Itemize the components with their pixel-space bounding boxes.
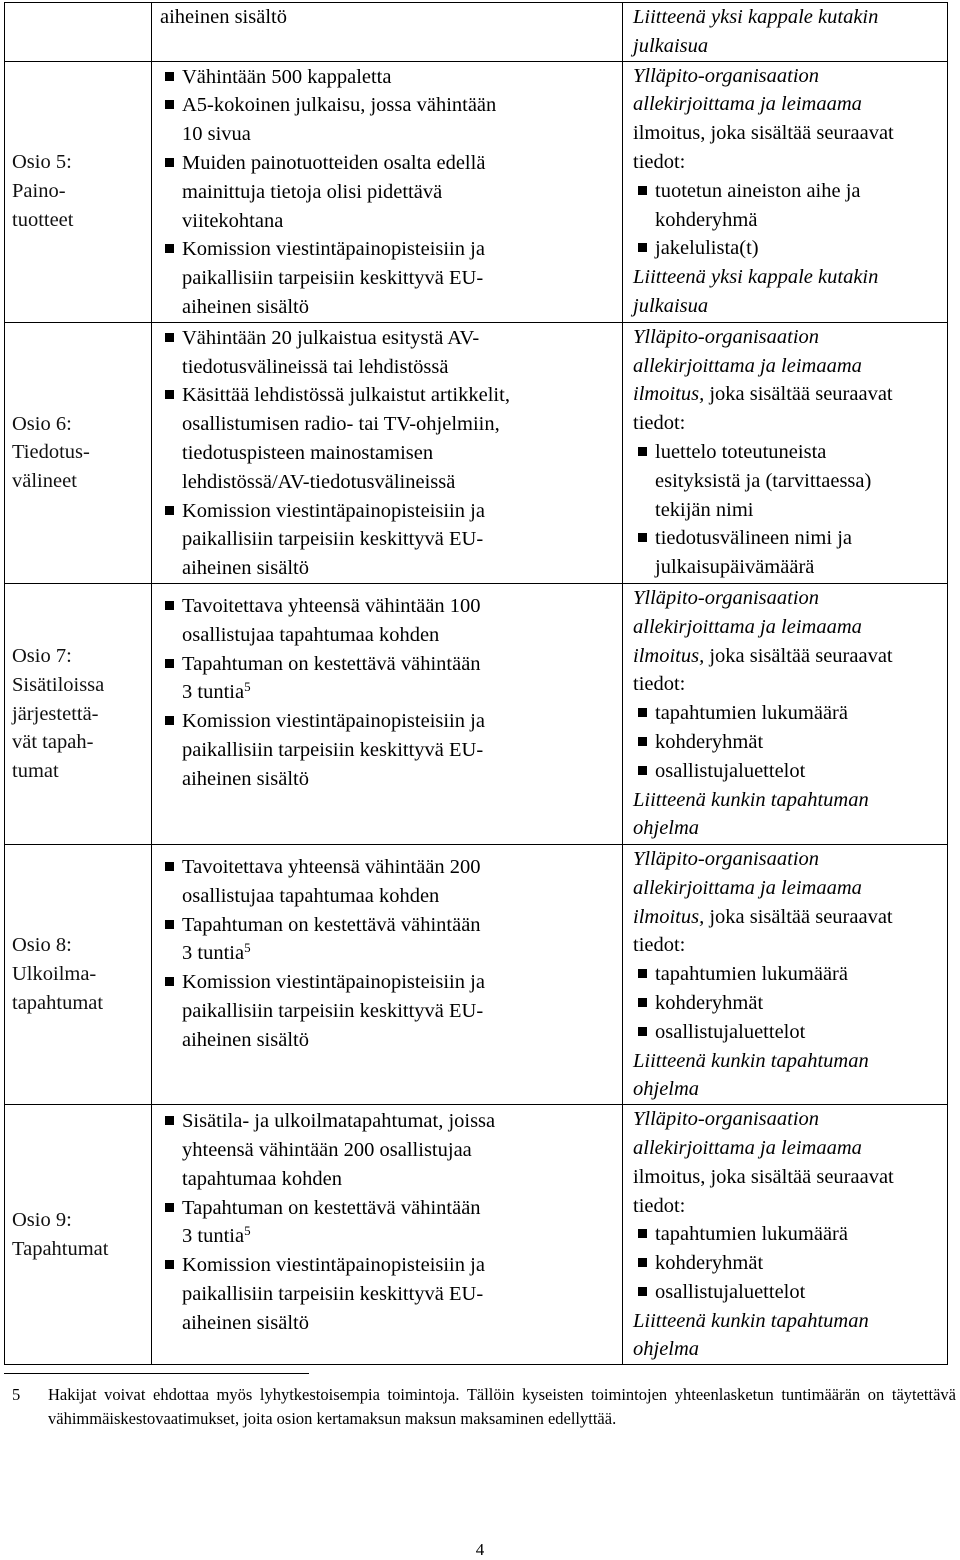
- bullet-item-line: tapahtumaa kohden: [182, 1167, 342, 1190]
- bullet-item-line: kohderyhmät: [655, 730, 764, 753]
- bullet-item: [633, 960, 943, 989]
- documents-line: [633, 380, 943, 409]
- section-label-line: tapahtumat: [12, 991, 104, 1014]
- bullet-item-line: julkaisupäivämäärä: [655, 556, 815, 579]
- criteria-cell: [152, 3, 623, 62]
- documents-italic-text: ohjelma: [633, 1338, 700, 1361]
- bullet-item-line: Tapahtuman on kestettävä vähintään: [182, 652, 481, 675]
- bullet-item-line: Vähintään 500 kappaletta: [182, 65, 392, 88]
- documents-italic-text: ilmoitus,: [633, 383, 705, 406]
- bullet-item-line: Komission viestintäpainopisteisiin ja: [182, 971, 485, 994]
- footnote-ref: 5: [244, 679, 251, 695]
- bullet-item: [633, 699, 943, 728]
- documents-italic-text: allekirjoittama ja leimaama: [633, 876, 862, 899]
- section-label-line: vät tapah-: [12, 731, 94, 754]
- cell-content: [633, 62, 943, 321]
- bullet-item-line: Komission viestintäpainopisteisiin ja: [182, 1254, 485, 1277]
- documents-text: tiedot:: [633, 673, 686, 696]
- bullet-item-line: aiheinen sisältö: [182, 1028, 309, 1051]
- documents-line: [633, 903, 943, 932]
- bullet-item-line: aiheinen sisältö: [182, 767, 309, 790]
- bullet-item-line: Tavoitettava yhteensä vähintään 200: [182, 855, 481, 878]
- bullet-item-line: Käsittää lehdistössä julkaistut artikkelit,: [182, 384, 510, 407]
- documents-italic-text: Liitteenä yksi kappale kutakin: [633, 266, 879, 289]
- documents-italic-text: Ylläpito-organisaation: [633, 1108, 820, 1131]
- section-label-line: Osio 7:: [12, 644, 72, 667]
- documents-cell: [623, 583, 948, 844]
- bullet-item: [633, 728, 943, 757]
- bullet-item-line: luettelo toteutuneista: [655, 440, 827, 463]
- bullet-item-line: paikallisiin tarpeisiin keskittyvä EU-: [182, 528, 484, 551]
- bullet-item-line: tapahtumien lukumäärä: [655, 1223, 848, 1246]
- bullet-item: [160, 324, 616, 382]
- documents-cell: [623, 322, 948, 583]
- cell-content: [633, 584, 943, 843]
- documents-italic-text: julkaisua: [633, 294, 709, 317]
- criteria-cell: [152, 61, 623, 322]
- bullet-item: [633, 177, 943, 235]
- criteria-cell: [152, 844, 623, 1104]
- bullet-item-line: viitekohtana: [182, 209, 284, 232]
- table-row: [5, 1105, 948, 1365]
- documents-text: joka sisältää seuraavat: [704, 905, 893, 928]
- documents-text: julkaisua: [633, 34, 709, 57]
- section-label-line: järjestettä-: [12, 702, 99, 725]
- documents-italic-text: Liitteenä kunkin tapahtuman: [633, 1309, 869, 1332]
- bullet-item-line: kohderyhmät: [655, 991, 764, 1014]
- cell-content: [160, 584, 616, 794]
- documents-italic-text: Ylläpito-organisaation: [633, 325, 820, 348]
- documents-italic-text: Liitteenä kunkin tapahtuman: [633, 788, 869, 811]
- documents-italic-text: allekirjoittama ja leimaama: [633, 93, 862, 116]
- criteria-cell: [152, 1105, 623, 1365]
- bullet-item: [160, 63, 616, 92]
- bullet-item-line: A5-kokoinen julkaisu, jossa vähintään: [182, 94, 497, 117]
- table-row: [5, 322, 948, 583]
- bullet-item-line: paikallisiin tarpeisiin keskittyvä EU-: [182, 738, 484, 761]
- bullet-item-line: Vähintään 20 julkaistua esitystä AV-: [182, 326, 480, 349]
- section-label-cell: [5, 61, 152, 322]
- bullet-item-line: jakelulista(t): [655, 237, 759, 260]
- bullet-item: [633, 1220, 943, 1249]
- documents-cell: [623, 844, 948, 1104]
- bullet-item: [633, 757, 943, 786]
- bullet-item: [160, 853, 616, 911]
- section-label-line: Osio 6:: [12, 412, 72, 435]
- cell-content: [160, 62, 616, 322]
- section-label-cell: [5, 1105, 152, 1365]
- bullet-item-line: aiheinen sisältö: [182, 557, 309, 580]
- documents-line: [633, 642, 943, 671]
- bullet-item: [160, 592, 616, 650]
- bullet-item: [633, 989, 943, 1018]
- documents-italic-text: allekirjoittama ja leimaama: [633, 1136, 862, 1159]
- section-label-line: Ulkoilma-: [12, 963, 97, 986]
- criteria-table: [4, 2, 948, 1365]
- bullet-item-line: Komission viestintäpainopisteisiin ja: [182, 499, 485, 522]
- criteria-cell: [152, 322, 623, 583]
- bullet-item-line: 3 tuntia: [182, 1225, 245, 1248]
- documents-italic-text: Liitteenä kunkin tapahtuman: [633, 1049, 869, 1072]
- bullet-item-line: lehdistössä/AV-tiedotusvälineissä: [182, 470, 456, 493]
- bullet-item: [160, 381, 616, 496]
- footnote-ref: 5: [244, 1223, 251, 1239]
- bullet-item: [160, 1107, 616, 1193]
- section-label-line: Osio 5:: [12, 151, 72, 174]
- bullet-item-line: 3 tuntia: [182, 681, 245, 704]
- section-label-cell: [5, 3, 152, 62]
- bullet-item: [160, 1194, 616, 1252]
- section-label-line: tuotteet: [12, 209, 74, 232]
- bullet-item-line: 10 sivua: [182, 123, 251, 146]
- footnote-divider: [4, 1373, 309, 1374]
- documents-italic-text: ohjelma: [633, 817, 700, 840]
- criteria-cell: [152, 583, 623, 844]
- table-row-continued: [5, 3, 948, 62]
- documents-cell: [623, 61, 948, 322]
- cell-content: [633, 1105, 943, 1364]
- section-label-line: Paino-: [12, 180, 66, 203]
- cell-content: [633, 323, 943, 582]
- table-row: [5, 61, 948, 322]
- bullet-item: [633, 234, 943, 263]
- bullet-item-line: aiheinen sisältö: [182, 1311, 309, 1334]
- bullet-item: [633, 1278, 943, 1307]
- bullet-item-line: tiedotusvälineen nimi ja: [655, 527, 852, 550]
- bullet-item-line: osallistujaluettelot: [655, 1280, 806, 1303]
- section-label-cell: [5, 322, 152, 583]
- documents-text: joka sisältää seuraavat: [704, 644, 893, 667]
- bullet-item-line: tapahtumien lukumäärä: [655, 963, 848, 986]
- documents-italic-text: Ylläpito-organisaation: [633, 586, 820, 609]
- section-label-cell: [5, 844, 152, 1104]
- bullet-item: [160, 650, 616, 708]
- documents-text: ilmoitus, joka sisältää seuraavat: [633, 1165, 894, 1188]
- section-label-line: tumat: [12, 760, 59, 783]
- documents-text: joka sisältää seuraavat: [704, 383, 893, 406]
- bullet-item: [160, 1251, 616, 1337]
- bullet-item-line: paikallisiin tarpeisiin keskittyvä EU-: [182, 999, 484, 1022]
- bullet-item-line: Komission viestintäpainopisteisiin ja: [182, 238, 485, 261]
- bullet-item: [160, 235, 616, 321]
- documents-italic-text: Ylläpito-organisaation: [633, 64, 820, 87]
- bullet-item-line: paikallisiin tarpeisiin keskittyvä EU-: [182, 1282, 484, 1305]
- bullet-item-line: yhteensä vähintään 200 osallistujaa: [182, 1138, 472, 1161]
- section-label-line: Osio 8:: [12, 934, 72, 957]
- footnote-number: 5: [12, 1385, 21, 1404]
- section-label-line: Sisätiloissa: [12, 673, 105, 696]
- bullet-item: [160, 149, 616, 235]
- bullet-item: [633, 524, 943, 582]
- bullet-item: [160, 497, 616, 583]
- section-label-line: Tapahtumat: [12, 1237, 109, 1260]
- bullet-item-line: paikallisiin tarpeisiin keskittyvä EU-: [182, 267, 484, 290]
- documents-text: Liitteenä yksi kappale kutakin: [633, 6, 879, 28]
- documents-italic-text: Ylläpito-organisaation: [633, 847, 820, 870]
- footnote: [12, 1383, 956, 1430]
- footnote-text: Hakijat voivat ehdottaa myös lyhytkestoisempia toimintoja. Tällöin kyseisten toimintojen yhteenlasketun tuntimäärän on täytettävä vähimmäiskestovaatimukset, joita osion kertamaksun maksun maksaminen edellyttää.: [48, 1385, 956, 1428]
- documents-text: tiedot:: [633, 150, 686, 173]
- documents-text: tiedot:: [633, 1194, 686, 1217]
- bullet-item-line: Sisätila- ja ulkoilmatapahtumat, joissa: [182, 1110, 496, 1133]
- documents-italic-text: ohjelma: [633, 1078, 700, 1101]
- bullet-item-line: Tavoitettava yhteensä vähintään 100: [182, 594, 481, 617]
- bullet-item-line: esityksistä ja (tarvittaessa): [655, 469, 872, 492]
- documents-text: tiedot:: [633, 934, 686, 957]
- bullet-item-line: tuotetun aineiston aihe ja: [655, 179, 861, 202]
- table-row: [5, 844, 948, 1104]
- bullet-item-line: osallistujaluettelot: [655, 1020, 806, 1043]
- bullet-item: [160, 91, 616, 149]
- documents-text: tiedot:: [633, 412, 686, 435]
- bullet-item-line: tiedotusvälineissä tai lehdistössä: [182, 355, 449, 378]
- bullet-item-line: osallistujaluettelot: [655, 759, 806, 782]
- bullet-item-line: 3 tuntia: [182, 942, 245, 965]
- bullet-item: [633, 1249, 943, 1278]
- bullet-item-line: kohderyhmä: [655, 208, 758, 231]
- documents-text: ilmoitus, joka sisältää seuraavat: [633, 122, 894, 145]
- documents-cell: [623, 3, 948, 62]
- documents-italic-text: allekirjoittama ja leimaama: [633, 354, 862, 377]
- bullet-item-line: Tapahtuman on kestettävä vähintään: [182, 1196, 481, 1219]
- criteria-text: aiheinen sisältö: [160, 6, 287, 28]
- section-label-line: Tiedotus-: [12, 441, 90, 464]
- documents-italic-text: ilmoitus,: [633, 644, 705, 667]
- bullet-item-line: tiedotuspisteen mainostamisen: [182, 441, 434, 464]
- table-row: [5, 583, 948, 844]
- bullet-item-line: osallistujaa tapahtumaa kohden: [182, 884, 440, 907]
- cell-content: [160, 1105, 616, 1337]
- bullet-item-line: osallistumisen radio- tai TV-ohjelmiin,: [182, 413, 500, 436]
- bullet-item-line: tekijän nimi: [655, 498, 754, 521]
- bullet-item-line: Muiden painotuotteiden osalta edellä: [182, 151, 486, 174]
- bullet-item: [160, 968, 616, 1054]
- bullet-item-line: osallistujaa tapahtumaa kohden: [182, 623, 440, 646]
- bullet-item-line: tapahtumien lukumäärä: [655, 702, 848, 725]
- bullet-item-line: mainittuja tietoja olisi pidettävä: [182, 180, 443, 203]
- bullet-item-line: aiheinen sisältö: [182, 295, 309, 318]
- bullet-item-line: Komission viestintäpainopisteisiin ja: [182, 710, 485, 733]
- bullet-item: [633, 438, 943, 524]
- documents-italic-text: allekirjoittama ja leimaama: [633, 615, 862, 638]
- section-label-line: Osio 9:: [12, 1208, 72, 1231]
- page-number: 4: [475, 1540, 485, 1559]
- bullet-item: [633, 1018, 943, 1047]
- bullet-item: [160, 707, 616, 793]
- documents-cell: [623, 1105, 948, 1365]
- cell-content: [160, 845, 616, 1055]
- section-label-line: välineet: [12, 470, 77, 493]
- bullet-item-line: Tapahtuman on kestettävä vähintään: [182, 913, 481, 936]
- cell-content: [633, 845, 943, 1104]
- section-label-cell: [5, 583, 152, 844]
- bullet-item: [160, 911, 616, 969]
- bullet-item-line: kohderyhmät: [655, 1252, 764, 1275]
- cell-content: [160, 323, 616, 583]
- footnote-ref: 5: [244, 940, 251, 956]
- documents-italic-text: ilmoitus,: [633, 905, 705, 928]
